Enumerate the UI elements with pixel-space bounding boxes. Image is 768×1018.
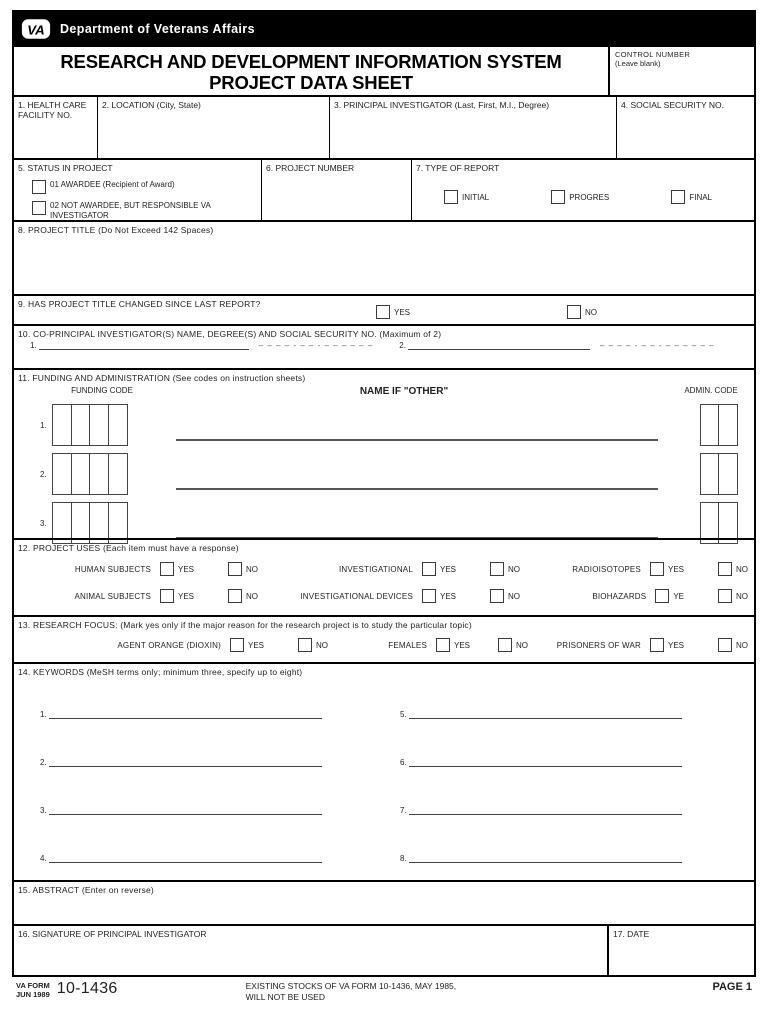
form-10-1436	[12, 10, 756, 977]
keyword-4-number: 4.	[40, 854, 47, 863]
keyword-item-5	[400, 707, 682, 719]
field-research-focus	[14, 615, 754, 662]
females-yes-checkbox[interactable]	[436, 638, 450, 652]
title-row	[14, 45, 754, 95]
report-type-options	[416, 173, 750, 204]
field-co-principal-investigators	[14, 324, 754, 368]
field-12-label: 12. PROJECT USES (Each item must have a response)	[18, 543, 239, 553]
project-uses-row-1	[14, 562, 754, 576]
radioisotopes-no-label: NO	[736, 564, 748, 574]
keyword-6-number: 6.	[400, 758, 407, 767]
use-biohazards-label: BIOHAZARDS	[592, 591, 647, 601]
name-if-other-header: NAME IF "OTHER"	[359, 386, 449, 397]
report-option-progress	[551, 190, 609, 204]
keyword-item-1	[40, 707, 322, 719]
name-if-other-line-3[interactable]	[176, 507, 658, 539]
funding-row-3-number: 3.	[40, 518, 47, 528]
use-animal-subjects	[14, 589, 264, 603]
control-number-box[interactable]	[608, 47, 754, 95]
keyword-8-number: 8.	[400, 854, 407, 863]
footer-form-date: JUN 1989	[16, 990, 50, 999]
title-changed-yes-option	[376, 305, 410, 319]
report-final-label: FINAL	[689, 192, 712, 202]
report-progress-label: PROGRES	[569, 192, 610, 202]
field-17-label: 17. DATE	[613, 929, 650, 939]
biohazards-yes-label: YE	[673, 591, 684, 601]
status-awardee-label: 01 AWARDEE (Recipient of Award)	[50, 180, 175, 189]
field-4-label: 4. SOCIAL SECURITY NO.	[621, 100, 724, 110]
row-signature-date	[14, 924, 754, 975]
co-pi-2-number: 2.	[399, 341, 406, 350]
form-title-line1: RESEARCH AND DEVELOPMENT INFORMATION SYSTEM	[60, 51, 562, 72]
radioisotopes-no-checkbox[interactable]	[718, 562, 732, 576]
field-14-label: 14. KEYWORDS (MeSH terms only; minimum three, specify up to eight)	[18, 667, 303, 677]
research-focus-row	[14, 638, 754, 652]
investigational-yes-checkbox[interactable]	[422, 562, 436, 576]
form-title-line2: PROJECT DATA SHEET	[209, 72, 413, 94]
use-radioisotopes-label: RADIOISOTOPES	[572, 564, 641, 574]
investigational-devices-yes-checkbox[interactable]	[422, 589, 436, 603]
report-progress-checkbox[interactable]	[551, 190, 565, 204]
status-not-awardee-checkbox[interactable]	[32, 201, 46, 215]
field-type-of-report	[412, 160, 754, 220]
funding-code-box-1[interactable]	[52, 404, 128, 446]
admin-code-box-1[interactable]	[700, 404, 739, 446]
status-awardee-checkbox[interactable]	[32, 180, 46, 194]
report-final-checkbox[interactable]	[671, 190, 685, 204]
keyword-5-line[interactable]	[409, 708, 682, 719]
focus-prisoners-of-war-label: PRISONERS OF WAR	[556, 640, 641, 650]
funding-row-1-number: 1.	[40, 420, 47, 430]
footer-form-id	[16, 981, 118, 999]
field-title-changed	[14, 294, 754, 324]
investigational-devices-no-checkbox[interactable]	[490, 589, 504, 603]
status-option-not-awardee	[32, 201, 257, 221]
field-project-uses	[14, 538, 754, 615]
report-option-initial	[444, 190, 489, 204]
field-principal-investigator[interactable]	[330, 97, 617, 158]
funding-code-header: FUNDING CODE	[71, 386, 133, 395]
animal-subjects-yes-label: YES	[177, 591, 194, 601]
focus-agent-orange-label: AGENT ORANGE (DIOXIN)	[117, 640, 221, 650]
agency-name: Department of Veterans Affairs	[60, 21, 255, 36]
field-social-security-no[interactable]	[617, 97, 754, 158]
keyword-item-8	[400, 851, 682, 863]
admin-code-box-2[interactable]	[700, 453, 739, 495]
keyword-3-number: 3.	[40, 806, 47, 815]
human-subjects-yes-label: YES	[177, 564, 194, 574]
field-keywords	[14, 662, 754, 880]
use-human-subjects	[14, 562, 264, 576]
field-3-label: 3. PRINCIPAL INVESTIGATOR (Last, First, M.I., Degree)	[334, 100, 550, 110]
field-signature[interactable]	[14, 926, 608, 975]
radioisotopes-yes-label: YES	[667, 564, 684, 574]
co-pi-1-number: 1.	[30, 341, 37, 350]
field-2-label: 2. LOCATION (City, State)	[102, 100, 201, 110]
keyword-item-2	[40, 755, 322, 767]
use-investigational-devices-label: INVESTIGATIONAL DEVICES	[300, 591, 413, 601]
funding-code-box-2[interactable]	[52, 453, 128, 495]
name-if-other-line-1[interactable]	[176, 409, 658, 441]
keyword-1-line[interactable]	[49, 708, 322, 719]
radioisotopes-yes-checkbox[interactable]	[650, 562, 664, 576]
co-pi-2-name-line[interactable]	[408, 339, 590, 350]
investigational-no-label: NO	[508, 564, 520, 574]
human-subjects-no-checkbox[interactable]	[228, 562, 242, 576]
title-changed-yes-checkbox[interactable]	[376, 305, 390, 319]
footer-form-number: 10-1436	[56, 980, 118, 997]
title-changed-no-label: NO	[585, 307, 597, 317]
keyword-3-line[interactable]	[49, 804, 322, 815]
header-bar	[14, 12, 754, 45]
use-investigational	[264, 562, 526, 576]
keywords-grid	[14, 677, 754, 863]
animal-subjects-yes-checkbox[interactable]	[160, 589, 174, 603]
field-date[interactable]	[608, 926, 754, 975]
keyword-5-number: 5.	[400, 710, 407, 719]
footer-note-line2: WILL NOT BE USED	[245, 992, 325, 1003]
prisoners-of-war-no-label: NO	[736, 640, 748, 650]
footer-form-label: VA FORM	[16, 981, 50, 990]
field-project-number[interactable]	[262, 160, 412, 220]
focus-females-label: FEMALES	[388, 640, 427, 650]
field-9-label: 9. HAS PROJECT TITLE CHANGED SINCE LAST REPORT?	[18, 299, 261, 309]
control-number-label: CONTROL NUMBER	[615, 50, 691, 59]
keyword-7-line[interactable]	[409, 804, 682, 815]
field-project-title[interactable]	[14, 220, 754, 294]
project-uses-row-2	[14, 589, 754, 603]
footer-note	[246, 981, 713, 1003]
control-number-sub: (Leave blank)	[615, 59, 661, 68]
name-if-other-line-2[interactable]	[176, 458, 658, 490]
use-investigational-label: INVESTIGATIONAL	[339, 564, 413, 574]
footer-page-number: PAGE 1	[712, 981, 752, 993]
field-13-label: 13. RESEARCH FOCUS: (Mark yes only if the major reason for the research project is to study the particular topic)	[18, 620, 472, 630]
field-10-label: 10. CO-PRINCIPAL INVESTIGATOR(S) NAME, DEGREE(S) AND SOCIAL SECURITY NO. (Maximum of 2)	[18, 329, 442, 339]
co-pi-1-name-line[interactable]	[39, 339, 249, 350]
keyword-item-6	[400, 755, 682, 767]
field-health-care-facility-no[interactable]	[14, 97, 98, 158]
human-subjects-no-label: NO	[246, 564, 258, 574]
prisoners-of-war-yes-checkbox[interactable]	[650, 638, 664, 652]
report-initial-checkbox[interactable]	[444, 190, 458, 204]
keyword-item-7	[400, 803, 682, 815]
va-logo-icon	[21, 17, 51, 41]
field-1-label: 1. HEALTH CARE FACILITY NO.	[18, 100, 87, 120]
co-pi-1-ssn-mask[interactable]: – – – – - – – - – – – – – –	[258, 341, 374, 350]
keyword-item-3	[40, 803, 322, 815]
title-changed-yes-label: YES	[394, 307, 411, 317]
field-8-label: 8. PROJECT TITLE (Do Not Exceed 142 Spaces)	[18, 225, 214, 235]
biohazards-yes-checkbox[interactable]	[655, 589, 669, 603]
title-changed-no-option	[567, 305, 597, 319]
investigational-yes-label: YES	[439, 564, 456, 574]
status-option-awardee	[32, 180, 257, 194]
co-pi-entries	[14, 339, 754, 357]
row-fields-5-7	[14, 158, 754, 220]
animal-subjects-no-label: NO	[246, 591, 258, 601]
keyword-1-number: 1.	[40, 710, 47, 719]
field-funding-administration	[14, 368, 754, 538]
status-not-awardee-label: 02 NOT AWARDEE, BUT RESPONSIBLE VA INVESTIGATOR	[50, 201, 211, 220]
funding-row-2-number: 2.	[40, 469, 47, 479]
human-subjects-yes-checkbox[interactable]	[160, 562, 174, 576]
keyword-item-4	[40, 851, 322, 863]
investigational-devices-no-label: NO	[508, 591, 520, 601]
form-footer	[12, 977, 756, 1003]
field-11-label: 11. FUNDING AND ADMINISTRATION (See codes on instruction sheets)	[18, 373, 306, 383]
field-abstract[interactable]	[14, 880, 754, 924]
focus-prisoners-of-war	[534, 638, 754, 652]
agent-orange-no-label: NO	[316, 640, 328, 650]
footer-note-line1: EXISTING STOCKS OF VA FORM 10-1436, MAY 1985,	[245, 981, 457, 991]
prisoners-of-war-no-checkbox[interactable]	[718, 638, 732, 652]
keyword-4-line[interactable]	[49, 852, 322, 863]
agent-orange-yes-label: YES	[247, 640, 264, 650]
females-yes-label: YES	[453, 640, 470, 650]
investigational-no-checkbox[interactable]	[490, 562, 504, 576]
field-7-label: 7. TYPE OF REPORT	[416, 163, 500, 173]
funding-column-headers	[14, 386, 754, 399]
report-option-final	[671, 190, 712, 204]
keyword-2-line[interactable]	[49, 756, 322, 767]
title-changed-no-checkbox[interactable]	[567, 305, 581, 319]
keyword-7-number: 7.	[400, 806, 407, 815]
admin-code-header: ADMIN. CODE	[684, 386, 738, 395]
field-5-label: 5. STATUS IN PROJECT	[18, 163, 113, 173]
focus-agent-orange	[14, 638, 334, 652]
co-pi-2-ssn-mask[interactable]: – – – – - – – - – – – – – –	[599, 341, 715, 350]
agent-orange-yes-checkbox[interactable]	[230, 638, 244, 652]
row-fields-1-4	[14, 95, 754, 158]
use-biohazards	[526, 589, 754, 603]
field-status-in-project	[14, 160, 262, 220]
svg-text:VA: VA	[27, 21, 45, 37]
focus-females	[334, 638, 534, 652]
keyword-2-number: 2.	[40, 758, 47, 767]
females-no-label: NO	[516, 640, 528, 650]
biohazards-no-checkbox[interactable]	[718, 589, 732, 603]
use-radioisotopes	[526, 562, 754, 576]
females-no-checkbox[interactable]	[498, 638, 512, 652]
funding-row-1	[14, 402, 754, 448]
form-title	[14, 47, 608, 95]
investigational-devices-yes-label: YES	[439, 591, 456, 601]
field-15-label: 15. ABSTRACT (Enter on reverse)	[18, 885, 154, 895]
keyword-8-line[interactable]	[409, 852, 682, 863]
animal-subjects-no-checkbox[interactable]	[228, 589, 242, 603]
agent-orange-no-checkbox[interactable]	[298, 638, 312, 652]
biohazards-no-label: NO	[736, 591, 748, 601]
field-location[interactable]	[98, 97, 330, 158]
report-initial-label: INITIAL	[462, 192, 490, 202]
prisoners-of-war-yes-label: YES	[667, 640, 684, 650]
funding-row-2	[14, 451, 754, 497]
keyword-6-line[interactable]	[409, 756, 682, 767]
use-human-subjects-label: HUMAN SUBJECTS	[74, 564, 151, 574]
field-6-label: 6. PROJECT NUMBER	[266, 163, 355, 173]
field-16-label: 16. SIGNATURE OF PRINCIPAL INVESTIGATOR	[18, 929, 207, 939]
use-investigational-devices	[264, 589, 526, 603]
use-animal-subjects-label: ANIMAL SUBJECTS	[74, 591, 151, 601]
